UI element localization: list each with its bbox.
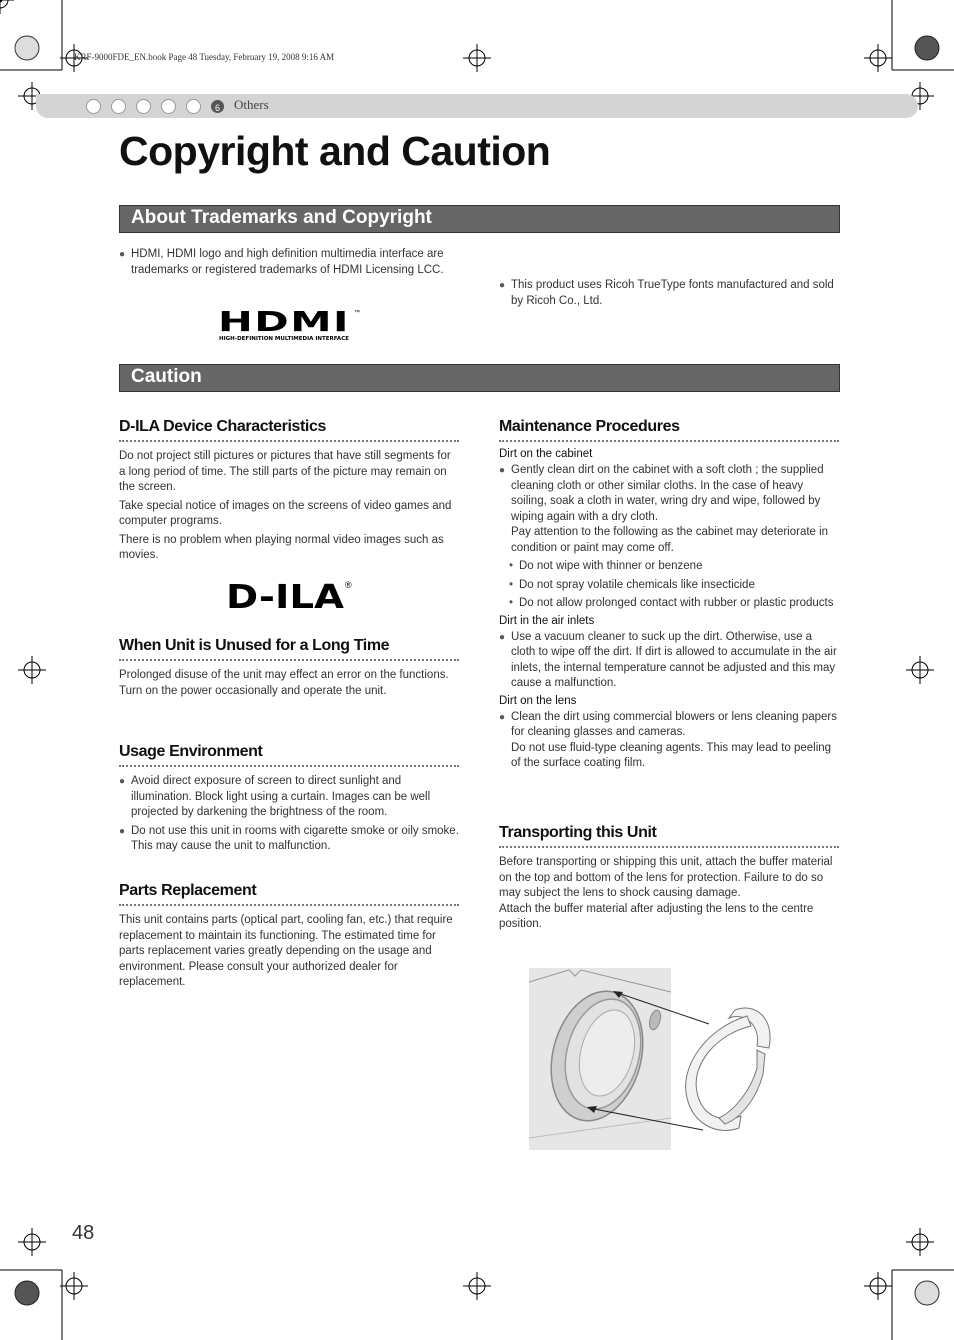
maintenance-title: Maintenance Procedures xyxy=(499,418,680,435)
transport-paragraph: Before transporting or shipping this unit, attach the buffer material on the top and bottom of the lens for protection. Failure to do so may subject the lens to shock causing damage. xyxy=(499,856,833,899)
dotted-divider xyxy=(119,659,459,661)
trademarks-heading: About Trademarks and Copyright xyxy=(131,207,432,228)
parts-title: Parts Replacement xyxy=(119,882,257,899)
lens-bullet: ● Clean the dirt using commercial blowers or lens cleaning papers for cleaning glasses and cameras. xyxy=(499,710,839,741)
cabinet-bullet: ● Gently clean dirt on the cabinet with a soft cloth ; the supplied cleaning cloth or other similar cloths. In the case of heavy soiling, soak a cloth in water, wring dry and wipe, followed by wiping again with a dry cloth. xyxy=(499,463,839,525)
lens-bullet-continued: Do not use fluid-type cleaning agents. This may lead to peeling of the surface coating film. xyxy=(511,741,832,769)
dotted-divider xyxy=(119,440,459,442)
unused-section xyxy=(119,637,459,699)
hdmi-logo xyxy=(218,306,364,342)
dotted-divider xyxy=(119,904,459,906)
caution-heading: Caution xyxy=(131,366,202,387)
dotted-divider xyxy=(499,846,839,848)
lens-label: Dirt on the lens xyxy=(499,694,577,707)
caution-heading-bar xyxy=(119,364,840,392)
left-column xyxy=(119,418,459,564)
chapter-label: Others xyxy=(234,97,269,112)
chapter-dot xyxy=(136,99,151,114)
dila-characteristics-title: D-ILA Device Characteristics xyxy=(119,418,326,435)
parts-paragraph: This unit contains parts (optical part, cooling fan, etc.) that require replacement to maintain its functioning. The estimated time for parts replacement varies greatly depending on the usage and environment. Please consult your authorized dealer for replacement. xyxy=(119,914,453,988)
dila-logo-reg: ® xyxy=(345,580,352,590)
cabinet-subbullet: • Do not allow prolonged contact with rubber or plastic products xyxy=(499,596,839,612)
hdmi-logo-subtitle: HIGH-DEFINITION MULTIMEDIA INTERFACE xyxy=(219,336,350,342)
file-info-header: KRF-9000FDE_EN.book Page 48 Tuesday, February 19, 2008 9:16 AM xyxy=(74,52,335,62)
ricoh-fonts-note: ● This product uses Ricoh TrueType fonts manufactured and sold by Ricoh Co., Ltd. xyxy=(499,278,846,309)
usage-section xyxy=(119,743,459,855)
page-number: 48 xyxy=(72,1222,95,1244)
unused-paragraph: Prolonged disuse of the unit may effect an error on the functions. Turn on the power occasionally and operate the unit. xyxy=(119,669,449,697)
chapter-dot xyxy=(86,99,101,114)
chapter-dot xyxy=(161,99,176,114)
usage-title: Usage Environment xyxy=(119,743,263,760)
dila-logo-text: D-ILA xyxy=(226,578,345,610)
air-inlets-label: Dirt in the air inlets xyxy=(499,614,595,627)
unused-title: When Unit is Unused for a Long Time xyxy=(119,637,390,654)
hdmi-logo-tm: ™ xyxy=(354,310,360,316)
cabinet-subbullet: • Do not spray volatile chemicals like insecticide xyxy=(499,578,839,594)
transport-paragraph: Attach the buffer material after adjusting the lens to the centre position. xyxy=(499,902,814,930)
dila-paragraph: There is no problem when playing normal video images such as movies. xyxy=(119,533,444,561)
parts-section xyxy=(119,882,459,991)
hdmi-trademark-note: ● HDMI, HDMI logo and high definition multimedia interface are trademarks or registered trademarks of HDMI Licensing LCC. xyxy=(119,247,476,278)
usage-bullet: ● Do not use this unit in rooms with cigarette smoke or oily smoke. This may cause the unit to malfunction. xyxy=(119,824,459,855)
chapter-dot xyxy=(111,99,126,114)
lens-buffer-illustration xyxy=(529,968,777,1150)
transport-title: Transporting this Unit xyxy=(499,824,657,841)
trademarks-heading-bar xyxy=(119,205,840,233)
maintenance-section xyxy=(499,418,839,772)
hdmi-logo-text: HDMI xyxy=(218,306,350,338)
cabinet-label: Dirt on the cabinet xyxy=(499,448,593,460)
page-title: Copyright and Caution xyxy=(119,128,551,174)
dotted-divider xyxy=(119,765,459,767)
chapter-bar xyxy=(36,94,918,118)
dila-paragraph: Do not project still pictures or pictures that have still segments for a long period of time. The still parts of the picture may remain on the screen. xyxy=(119,450,451,493)
usage-bullet: ● Avoid direct exposure of screen to direct sunlight and illumination. Block light using a curtain. Images can be well projected by darkening the brightness of the room. xyxy=(119,774,459,821)
dila-logo xyxy=(226,578,354,610)
air-inlets-bullet: ● Use a vacuum cleaner to suck up the dirt. Otherwise, use a cloth to wipe off the dirt. If dirt is allowed to accumulate in the air inlets, the internal temperature cannot be adjusted and this may cause a malfunction. xyxy=(499,630,839,692)
cabinet-subbullet: • Do not wipe with thinner or benzene xyxy=(499,559,839,575)
dila-paragraph: Take special notice of images on the screens of video games and computer programs. xyxy=(119,499,452,527)
dotted-divider xyxy=(499,440,839,442)
cabinet-bullet-continued: Pay attention to the following as the cabinet may deteriorate in condition or paint may come off. xyxy=(511,526,829,554)
chapter-number: 6 xyxy=(211,100,224,113)
chapter-dot xyxy=(186,99,201,114)
transport-section xyxy=(499,824,839,933)
